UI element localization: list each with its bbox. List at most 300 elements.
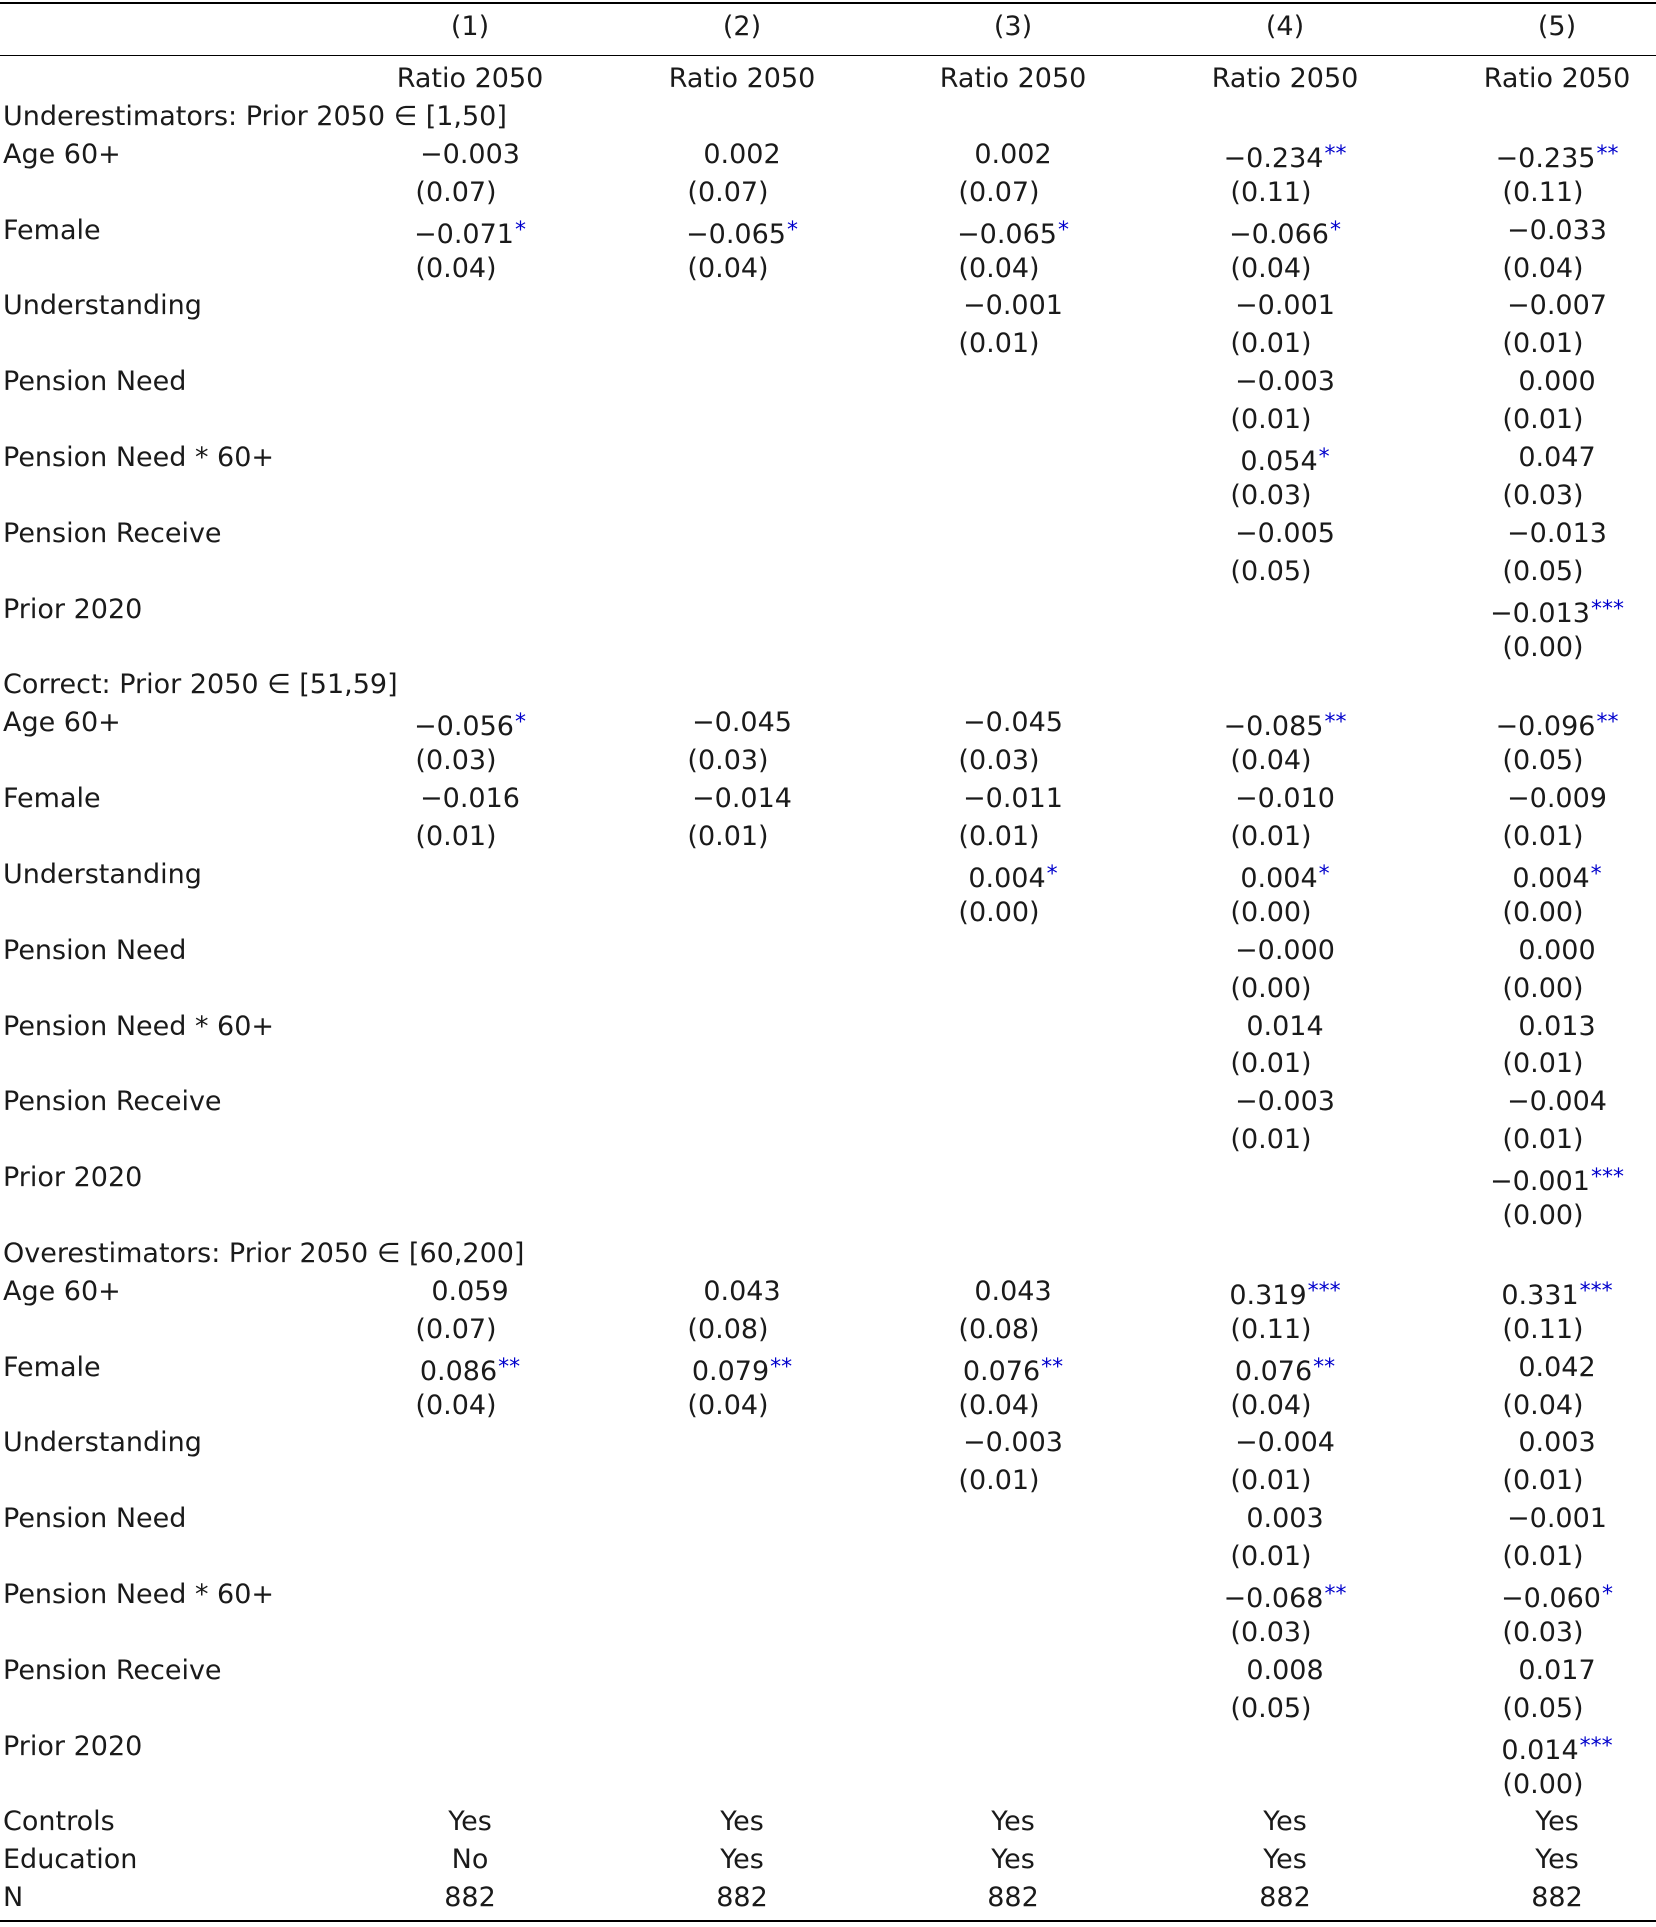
coef-cell: [893, 136, 1133, 174]
variable-label: Pension Receive: [3, 1086, 222, 1118]
coef-value: 0.008: [1246, 1654, 1324, 1686]
coef-cell: [1437, 363, 1656, 401]
standard-error: (0.00): [1502, 631, 1584, 663]
coef-value: 0.047: [1518, 442, 1596, 473]
coef-value: −0.004: [1235, 1427, 1335, 1459]
coef-value: 0.086: [419, 1355, 498, 1387]
coef-cell: [1437, 856, 1656, 898]
coefficient-row: [0, 1159, 1656, 1197]
coef-cell: [1165, 515, 1405, 553]
footer-row: [0, 1841, 1656, 1879]
panel-title-row: [0, 1235, 1656, 1273]
footer-value: Yes: [991, 1844, 1035, 1876]
coef-cell: [1437, 1424, 1656, 1462]
coefficient-row: [0, 1424, 1656, 1462]
coef-value: −0.011: [963, 783, 1063, 815]
coef-value: 0.004: [968, 862, 1046, 894]
variable-label: Pension Need * 60+: [3, 1579, 275, 1610]
footer-label: Education: [3, 1844, 138, 1876]
coef-value: −0.060: [1501, 1583, 1601, 1614]
standard-error: (0.01): [1502, 328, 1584, 360]
coefficient-row: [0, 212, 1656, 250]
coef-value: 0.004: [1240, 862, 1318, 894]
coef-value: 0.002: [974, 138, 1052, 170]
coef-value: −0.235: [1495, 142, 1596, 174]
coef-value: −0.066: [1229, 218, 1329, 250]
coef-value: −0.000: [1235, 934, 1335, 966]
standard-error: (0.07): [687, 176, 769, 208]
standard-error: (0.00): [1502, 1768, 1584, 1800]
coef-value: −0.001: [1507, 1503, 1607, 1535]
standard-error-row: [0, 1045, 1656, 1083]
standard-error: (0.00): [1502, 896, 1584, 928]
coef-cell: [1437, 932, 1656, 970]
coef-cell: [1437, 1576, 1656, 1618]
standard-error-row: [0, 1121, 1656, 1159]
coefficient-row: [0, 515, 1656, 553]
significance-stars: ***: [1579, 1278, 1613, 1304]
variable-label: Pension Need: [3, 366, 187, 398]
standard-error: (0.11): [1230, 1313, 1312, 1345]
coefficient-row: [0, 1652, 1656, 1690]
standard-error-row: [0, 325, 1656, 363]
coef-value: 0.000: [1518, 366, 1596, 398]
coefficient-row: [0, 1500, 1656, 1538]
coef-cell: [893, 1273, 1133, 1311]
coef-value: 0.076: [962, 1355, 1041, 1387]
standard-error: (0.00): [1230, 972, 1312, 1004]
coef-value: 0.014: [1246, 1010, 1324, 1042]
panel-title: Correct: Prior 2050 ∈ [51,59]: [3, 669, 398, 701]
coef-value: 0.076: [1234, 1355, 1313, 1387]
coefficient-row: [0, 439, 1656, 477]
footer-value: Yes: [1263, 1806, 1307, 1838]
coef-value: −0.001: [1490, 1166, 1590, 1198]
standard-error: (0.00): [958, 896, 1040, 928]
significance-stars: **: [1324, 710, 1347, 736]
standard-error: (0.01): [1230, 404, 1312, 436]
coef-value: 0.014: [1501, 1734, 1579, 1766]
column-number: (1): [450, 11, 490, 42]
standard-error: (0.04): [1230, 1389, 1312, 1421]
coef-value: −0.010: [1235, 783, 1335, 815]
coef-cell: [893, 1349, 1133, 1391]
coefficient-row: [0, 1273, 1656, 1311]
coef-value: −0.009: [1507, 783, 1607, 815]
coef-value: −0.065: [957, 218, 1057, 250]
footer-value: No: [451, 1844, 489, 1876]
standard-error: (0.03): [415, 745, 497, 777]
standard-error-row: [0, 1690, 1656, 1728]
coef-value: 0.002: [703, 138, 781, 170]
variable-label: Understanding: [3, 290, 202, 322]
footer-value: Yes: [720, 1844, 764, 1876]
dependent-variable-row: [0, 60, 1656, 98]
standard-error: (0.04): [687, 1389, 769, 1421]
standard-error: (0.01): [1502, 1465, 1584, 1497]
coef-cell: [893, 287, 1133, 325]
coefficient-row: [0, 1576, 1656, 1614]
footer-row: [0, 1879, 1656, 1917]
standard-error: (0.08): [687, 1313, 769, 1345]
coef-value: −0.003: [420, 138, 520, 170]
header-rule: [0, 55, 1656, 56]
standard-error: (0.00): [1502, 1200, 1584, 1231]
coef-cell: [1165, 1273, 1405, 1315]
standard-error: (0.03): [1230, 479, 1312, 511]
variable-label: Age 60+: [3, 138, 121, 170]
coef-value: −0.085: [1223, 711, 1324, 743]
coef-value: 0.003: [1246, 1503, 1324, 1535]
standard-error: (0.08): [958, 1313, 1040, 1345]
variable-label: Age 60+: [3, 707, 121, 739]
coef-cell: [1165, 856, 1405, 898]
standard-error: (0.11): [1502, 1313, 1584, 1345]
coef-value: −0.014: [692, 783, 792, 815]
standard-error: (0.05): [1230, 555, 1312, 587]
coef-cell: [1165, 439, 1405, 481]
standard-error: (0.01): [958, 1465, 1040, 1497]
coef-cell: [893, 1424, 1133, 1462]
coefficient-row: [0, 1728, 1656, 1766]
coefficient-row: [0, 932, 1656, 970]
coef-value: −0.016: [420, 783, 520, 815]
footer-value: Yes: [720, 1806, 764, 1838]
column-number-row: [0, 8, 1656, 46]
standard-error: (0.01): [958, 821, 1040, 852]
coef-value: −0.068: [1223, 1583, 1324, 1614]
standard-error-row: [0, 1766, 1656, 1804]
standard-error-row: [0, 1462, 1656, 1500]
footer-value: Yes: [1535, 1806, 1579, 1838]
footer-value: 882: [1531, 1882, 1583, 1914]
footer-row: [0, 1803, 1656, 1841]
significance-stars: *: [1057, 217, 1069, 243]
coef-cell: [1165, 704, 1405, 746]
column-number: (5): [1537, 11, 1577, 42]
standard-error: (0.01): [1502, 821, 1584, 852]
standard-error: (0.03): [1230, 1616, 1312, 1648]
significance-stars: *: [1329, 217, 1341, 243]
coef-cell: [1165, 1424, 1405, 1462]
coef-cell: [622, 780, 862, 818]
footer-value: Yes: [1535, 1844, 1579, 1876]
standard-error: (0.01): [687, 821, 769, 852]
significance-stars: *: [1318, 861, 1330, 887]
standard-error: (0.01): [1230, 328, 1312, 360]
standard-error: (0.01): [1230, 1465, 1312, 1497]
significance-stars: **: [770, 1354, 793, 1380]
coef-cell: [622, 136, 862, 174]
dependent-variable-label: Ratio 2050: [396, 63, 544, 94]
coef-value: −0.003: [963, 1427, 1063, 1459]
variable-label: Pension Receive: [3, 517, 222, 549]
standard-error: (0.07): [958, 176, 1040, 208]
coef-value: 0.043: [974, 1275, 1052, 1307]
standard-error: (0.04): [687, 252, 769, 284]
footer-value: Yes: [1263, 1844, 1307, 1876]
coef-cell: [1437, 136, 1656, 178]
variable-label: Pension Need * 60+: [3, 442, 275, 473]
standard-error: (0.04): [958, 252, 1040, 284]
coef-cell: [1165, 363, 1405, 401]
coef-value: −0.003: [1235, 366, 1335, 398]
coef-value: −0.056: [414, 711, 514, 743]
coef-cell: [350, 136, 590, 174]
significance-stars: **: [1596, 710, 1619, 736]
coef-cell: [1437, 1083, 1656, 1121]
coefficient-row: [0, 363, 1656, 401]
standard-error-row: [0, 818, 1656, 856]
coef-value: 0.319: [1229, 1279, 1307, 1311]
significance-stars: **: [1041, 1354, 1064, 1380]
footer-value: Yes: [448, 1806, 492, 1838]
coef-value: 0.013: [1518, 1010, 1596, 1042]
standard-error-row: [0, 477, 1656, 515]
panel-title: Underestimators: Prior 2050 ∈ [1,50]: [3, 100, 507, 132]
top-rule: [0, 2, 1656, 4]
standard-error-row: [0, 1311, 1656, 1349]
coef-cell: [1165, 1008, 1405, 1046]
coef-value: −0.001: [1235, 290, 1335, 322]
dependent-variable-label: Ratio 2050: [939, 63, 1087, 94]
coef-cell: [1165, 1083, 1405, 1121]
variable-label: Female: [3, 783, 101, 815]
coef-cell: [893, 780, 1133, 818]
coef-cell: [1165, 212, 1405, 254]
coef-cell: [1437, 1349, 1656, 1387]
coef-value: −0.071: [414, 218, 514, 250]
standard-error: (0.03): [1502, 1616, 1584, 1648]
bottom-rule: [0, 1920, 1656, 1922]
variable-label: Pension Need: [3, 934, 187, 966]
coefficient-row: [0, 856, 1656, 894]
footer-value: Yes: [991, 1806, 1035, 1838]
dependent-variable-label: Ratio 2050: [1483, 63, 1631, 94]
coef-cell: [622, 1273, 862, 1311]
standard-error-row: [0, 1387, 1656, 1425]
coef-value: −0.045: [692, 707, 792, 739]
dependent-variable-label: Ratio 2050: [668, 63, 816, 94]
standard-error-row: [0, 1538, 1656, 1576]
standard-error: (0.01): [1230, 1124, 1312, 1156]
column-number: (2): [722, 11, 762, 42]
standard-error: (0.11): [1502, 176, 1584, 208]
standard-error: (0.07): [415, 176, 497, 208]
panel-title-row: [0, 666, 1656, 704]
coef-value: −0.033: [1507, 214, 1607, 246]
coef-cell: [1165, 780, 1405, 818]
coef-cell: [1437, 1273, 1656, 1315]
coef-value: −0.004: [1507, 1086, 1607, 1118]
standard-error: (0.01): [1230, 1048, 1312, 1080]
coef-value: −0.007: [1507, 290, 1607, 322]
panel-title: Overestimators: Prior 2050 ∈ [60,200]: [3, 1237, 525, 1269]
standard-error-row: [0, 629, 1656, 667]
significance-stars: *: [1318, 445, 1330, 470]
coef-value: −0.001: [963, 290, 1063, 322]
coefficient-row: [0, 1083, 1656, 1121]
variable-label: Prior 2020: [3, 1730, 143, 1762]
coef-value: 0.054: [1240, 446, 1318, 477]
standard-error: (0.01): [1502, 1124, 1584, 1156]
coef-cell: [1165, 287, 1405, 325]
variable-label: Pension Need * 60+: [3, 1010, 275, 1042]
standard-error-row: [0, 174, 1656, 212]
standard-error-row: [0, 250, 1656, 288]
coefficient-row: [0, 136, 1656, 174]
standard-error-row: [0, 401, 1656, 439]
coefficient-row: [0, 1349, 1656, 1387]
coef-value: 0.059: [431, 1275, 509, 1307]
standard-error: (0.01): [1502, 1048, 1584, 1080]
standard-error: (0.04): [415, 1389, 497, 1421]
footer-value: 882: [1259, 1882, 1311, 1914]
coef-value: 0.043: [703, 1275, 781, 1307]
coef-value: 0.003: [1518, 1427, 1596, 1459]
standard-error: (0.01): [1230, 821, 1312, 852]
standard-error: (0.03): [958, 745, 1040, 777]
coef-cell: [350, 704, 590, 746]
standard-error-row: [0, 553, 1656, 591]
significance-stars: *: [1601, 1582, 1613, 1607]
coef-value: −0.003: [1235, 1086, 1335, 1118]
coef-cell: [893, 856, 1133, 898]
coef-value: −0.013: [1490, 597, 1590, 629]
panel-title-row: [0, 98, 1656, 136]
coef-cell: [1437, 515, 1656, 553]
standard-error: (0.01): [1230, 1541, 1312, 1573]
significance-stars: **: [498, 1354, 521, 1380]
standard-error-row: [0, 894, 1656, 932]
standard-error: (0.01): [958, 328, 1040, 360]
significance-stars: **: [1313, 1354, 1336, 1380]
coef-value: 0.042: [1518, 1351, 1596, 1383]
coef-cell: [622, 212, 862, 254]
variable-label: Pension Need: [3, 1503, 187, 1535]
coef-value: 0.017: [1518, 1654, 1596, 1686]
coef-cell: [1437, 1159, 1656, 1201]
variable-label: Prior 2020: [3, 1162, 143, 1194]
coef-value: −0.013: [1507, 517, 1607, 549]
significance-stars: **: [1324, 1582, 1347, 1607]
standard-error-row: [0, 1614, 1656, 1652]
coef-cell: [622, 1349, 862, 1391]
coef-cell: [350, 1349, 590, 1391]
significance-stars: *: [1590, 861, 1602, 887]
coefficient-row: [0, 287, 1656, 325]
coef-cell: [1437, 1728, 1656, 1770]
footer-label: Controls: [3, 1806, 115, 1838]
variable-label: Pension Receive: [3, 1654, 222, 1686]
variable-label: Understanding: [3, 1427, 202, 1459]
significance-stars: **: [1324, 141, 1347, 167]
significance-stars: ***: [1590, 596, 1624, 622]
coef-cell: [1437, 704, 1656, 746]
standard-error-row: [0, 1197, 1656, 1235]
significance-stars: ***: [1307, 1278, 1341, 1304]
coef-value: 0.000: [1518, 934, 1596, 966]
variable-label: Prior 2020: [3, 593, 143, 625]
coef-cell: [1437, 212, 1656, 250]
variable-label: Age 60+: [3, 1275, 121, 1307]
significance-stars: *: [514, 217, 526, 243]
column-number: (3): [993, 11, 1033, 42]
standard-error: (0.05): [1502, 1692, 1584, 1724]
coefficient-row: [0, 704, 1656, 742]
coef-cell: [1165, 136, 1405, 178]
significance-stars: ***: [1590, 1165, 1624, 1191]
coefficient-row: [0, 1008, 1656, 1046]
standard-error: (0.04): [1502, 1389, 1584, 1421]
standard-error: (0.04): [1230, 252, 1312, 284]
coef-cell: [350, 212, 590, 254]
standard-error: (0.04): [1230, 745, 1312, 777]
standard-error: (0.01): [1502, 404, 1584, 436]
significance-stars: **: [1596, 141, 1619, 167]
column-number: (4): [1265, 11, 1305, 42]
coef-cell: [1165, 1500, 1405, 1538]
standard-error: (0.01): [415, 821, 497, 852]
coef-cell: [1437, 1500, 1656, 1538]
coef-value: −0.096: [1495, 711, 1596, 743]
coef-value: 0.331: [1501, 1279, 1579, 1311]
significance-stars: *: [1046, 861, 1058, 887]
standard-error: (0.04): [415, 252, 497, 284]
standard-error: (0.03): [1502, 479, 1584, 511]
coef-cell: [1165, 1576, 1405, 1618]
coefficient-row: [0, 591, 1656, 629]
footer-value: 882: [444, 1882, 496, 1914]
variable-label: Female: [3, 214, 101, 246]
dependent-variable-label: Ratio 2050: [1211, 63, 1359, 94]
standard-error: (0.05): [1502, 555, 1584, 587]
standard-error: (0.01): [1502, 1541, 1584, 1573]
coef-value: −0.045: [963, 707, 1063, 739]
coef-cell: [350, 780, 590, 818]
coef-cell: [350, 1273, 590, 1311]
coef-cell: [1437, 1008, 1656, 1046]
footer-value: 882: [716, 1882, 768, 1914]
standard-error: (0.07): [415, 1313, 497, 1345]
standard-error-row: [0, 742, 1656, 780]
variable-label: Understanding: [3, 858, 202, 890]
coefficient-row: [0, 780, 1656, 818]
coef-cell: [622, 704, 862, 742]
coef-cell: [893, 212, 1133, 254]
coef-cell: [1165, 932, 1405, 970]
significance-stars: ***: [1579, 1733, 1613, 1759]
coef-value: −0.065: [686, 218, 786, 250]
standard-error: (0.04): [1502, 252, 1584, 284]
significance-stars: *: [514, 710, 526, 736]
standard-error: (0.05): [1502, 745, 1584, 777]
coef-cell: [1437, 1652, 1656, 1690]
coef-cell: [1437, 780, 1656, 818]
footer-value: 882: [987, 1882, 1039, 1914]
standard-error: (0.03): [687, 745, 769, 777]
coef-cell: [1437, 591, 1656, 633]
coef-value: 0.079: [691, 1355, 770, 1387]
footer-label: N: [3, 1882, 24, 1914]
significance-stars: *: [786, 217, 798, 243]
coef-cell: [1165, 1652, 1405, 1690]
coef-value: −0.234: [1223, 142, 1324, 174]
standard-error: (0.05): [1230, 1692, 1312, 1724]
coef-cell: [893, 704, 1133, 742]
coef-cell: [1437, 439, 1656, 477]
standard-error: (0.00): [1502, 972, 1584, 1004]
